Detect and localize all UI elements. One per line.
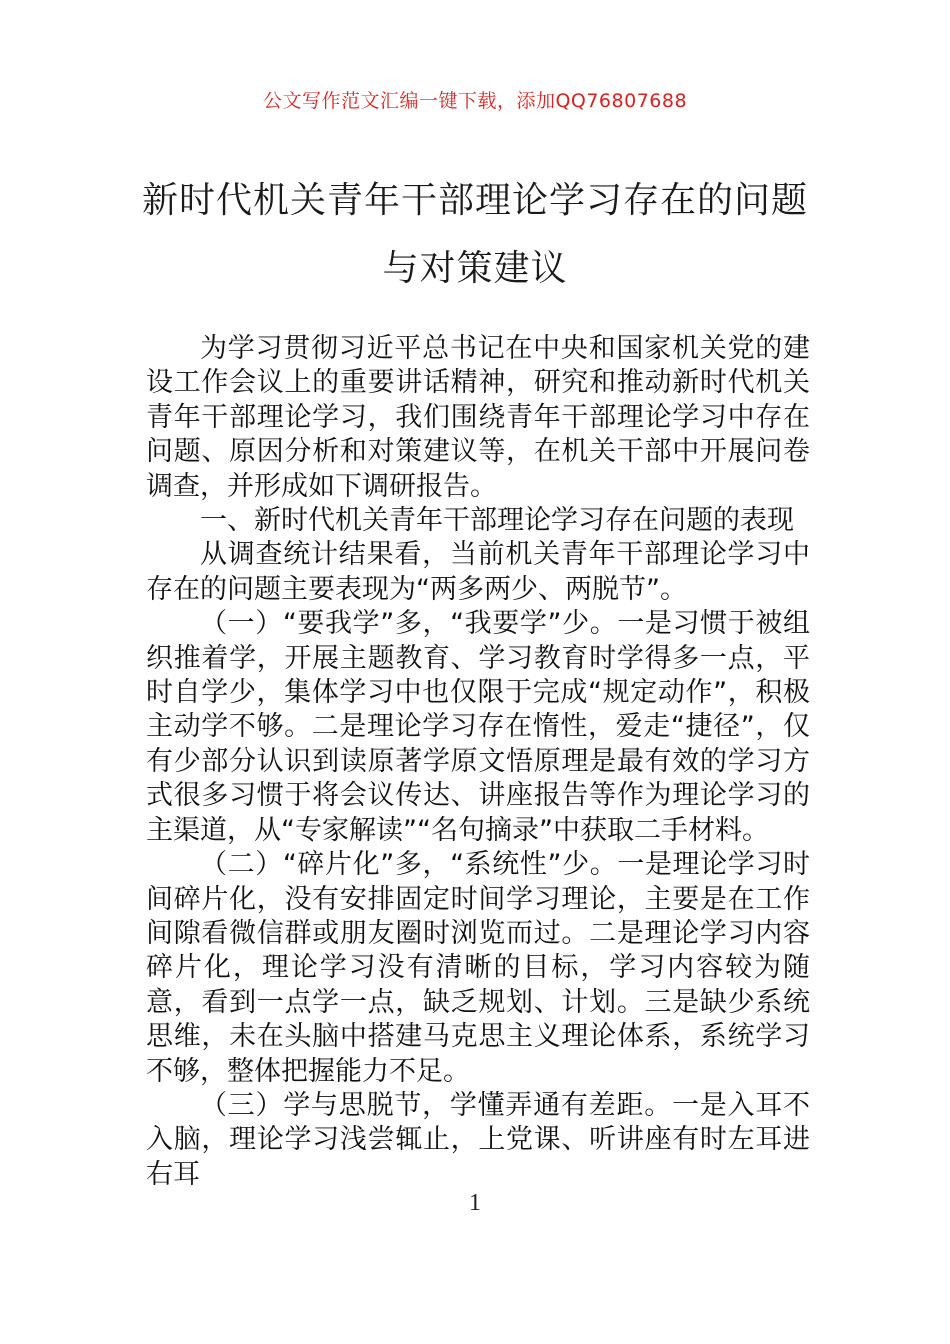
page-number: 1 bbox=[469, 1190, 481, 1216]
paragraph-point-2: （二）“碎片化”多，“系统性”少。一是理论学习时间碎片化，没有安排固定时间学习理论，主要是在工作间隙看微信群或朋友圈时浏览而过。二是理论学习内容碎片化，理论学习没有清晰的目标，学习内容较为随意，看到一点学一点，缺乏规划、计划。三是缺少系统思维，未在头脑中搭建马克思主义理论体系，系统学习不够，整体把握能力不足。 bbox=[146, 849, 810, 1087]
document-title-line-1: 新时代机关青年干部理论学习存在的问题 bbox=[141, 180, 808, 221]
paragraph-point-1: （一）“要我学”多，“我要学”少。一是习惯于被组织推着学，开展主题教育、学习教育时学得多一点，平时自学少，集体学习中也仅限于完成“规定动作”，积极主动学不够。二是理论学习存在惰性，爱走“捷径”，仅有少部分认识到读原著学原文悟原理是最有效的学习方式很多习惯于将会议传达、讲座报告等作为理论学习的主渠道，从“专家解读”“名句摘录”中获取二手材料。 bbox=[146, 608, 810, 846]
document-body bbox=[146, 332, 810, 1192]
download-notice: 公文写作范文汇编一键下载，添加QQ76807688 bbox=[262, 90, 688, 112]
section-heading-1: 一、新时代机关青年干部理论学习存在问题的表现 bbox=[200, 505, 794, 537]
paragraph-summary: 从调查统计结果看，当前机关青年干部理论学习中存在的问题主要表现为“两多两少、两脱节”。 bbox=[146, 539, 810, 605]
document-title-line-2: 与对策建议 bbox=[382, 248, 568, 289]
paragraph-point-3: （三）学与思脱节，学懂弄通有差距。一是入耳不入脑，理论学习浅尝辄止，上党课、听讲座有时左耳进右耳 bbox=[146, 1089, 810, 1190]
paragraph-intro: 为学习贯彻习近平总书记在中央和国家机关党的建设工作会议上的重要讲话精神，研究和推动新时代机关青年干部理论学习，我们围绕青年干部理论学习中存在问题、原因分析和对策建议等，在机关干部中开展问卷调查，并形成如下调研报告。 bbox=[146, 333, 810, 502]
